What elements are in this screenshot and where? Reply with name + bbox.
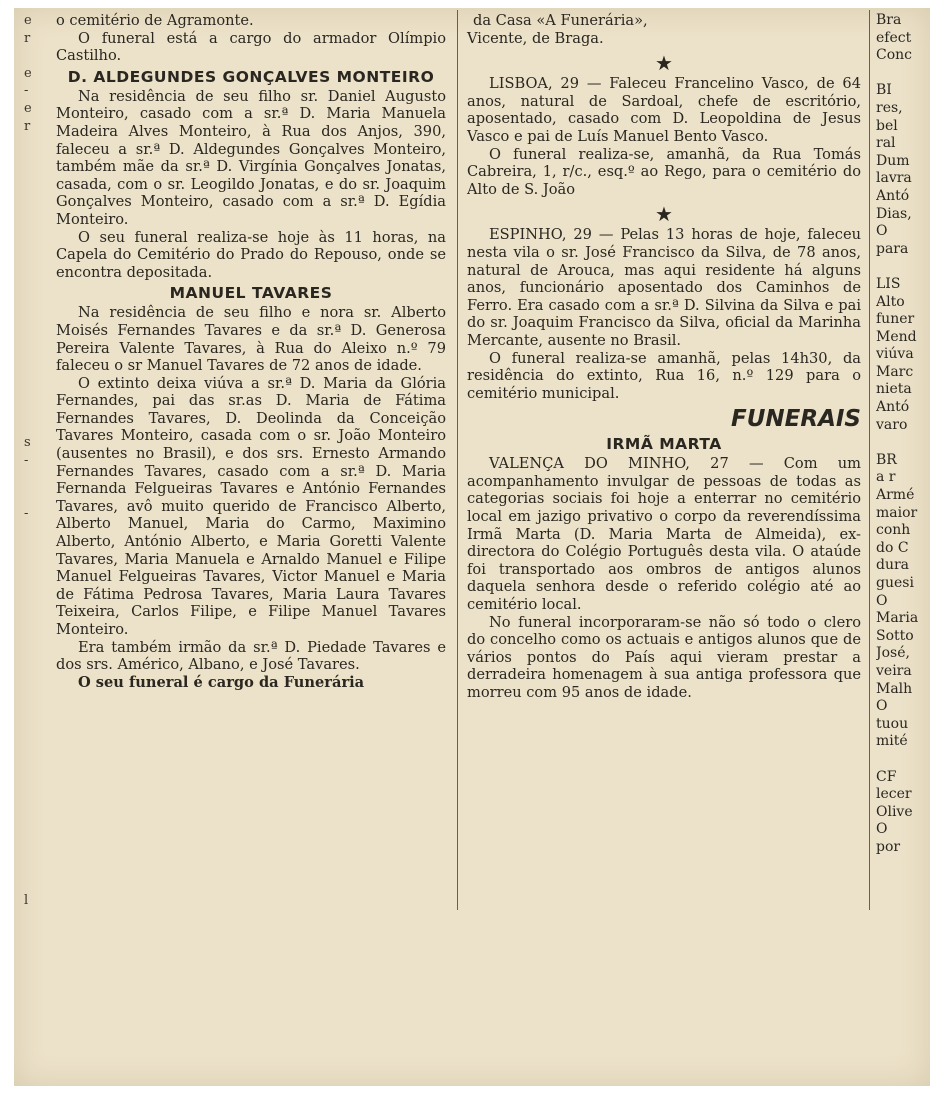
text-fragment: Dias, bbox=[876, 205, 912, 222]
paragraph: O extinto deixa viúva a sr.ª D. Maria da Glória Fernandes, pai das sr.as D. Maria de Fátima Fernandes Tavares, D. Deolinda da Conceição Tavares Monteiro, casada com o sr. João Monteiro (ausentes no Brasil), e dos srs. Ernesto Armando Fernandes Tavares, casado com a sr.ª D. Maria Fernanda Felgueiras Tavares e António Fernandes Tavares, avô muito querido de Francisco Alberto, Alberto Manuel, Maria do Carmo, Maximino Alberto, António Alberto, e Maria Goretti Valente Tavares, Maria Manuela e Arnaldo Manuel e Filipe Manuel Felgueiras Tavares, Victor Manuel e Maria de Fátima Pedrosa Tavares, Maria Laura Tavares Teixeira, Carlos Filipe, e Filipe Manuel Tavares Monteiro. bbox=[56, 374, 446, 638]
text-fragment: lecer bbox=[876, 786, 912, 803]
text-fragment: BR bbox=[876, 451, 897, 468]
edge-mark: - bbox=[24, 83, 29, 99]
edge-mark: r bbox=[24, 30, 31, 46]
edge-mark bbox=[24, 716, 38, 734]
text-fragment bbox=[876, 434, 936, 452]
text-fragment: do C bbox=[876, 539, 909, 556]
obituary-heading: D. ALDEGUNDES GONÇALVES MONTEIRO bbox=[67, 67, 435, 86]
text-fragment: dura bbox=[876, 557, 910, 574]
edge-mark bbox=[24, 276, 38, 294]
paragraph: O seu funeral é cargo da Funerária bbox=[78, 673, 365, 691]
text-fragment: Malh bbox=[876, 680, 913, 697]
edge-mark bbox=[24, 206, 38, 224]
edge-mark: e bbox=[24, 13, 32, 28]
edge-mark bbox=[24, 751, 38, 769]
edge-mark bbox=[24, 575, 38, 593]
text-fragment: Conc bbox=[876, 47, 912, 64]
edge-mark bbox=[24, 821, 38, 839]
text-fragment: Sotto bbox=[876, 627, 914, 644]
text-fragment: O bbox=[876, 698, 888, 715]
text-fragment: O bbox=[876, 592, 888, 609]
paragraph: No funeral incorporaram-se não só todo o clero do concelho como os actuais e antigos alunos que de vários pontos do País aqui vieram prestar a derradeira homenagem à sua antiga professora que morreu com 95 anos de idade. bbox=[467, 613, 861, 701]
text-fragment: Mend bbox=[876, 328, 917, 345]
edge-mark bbox=[24, 733, 38, 751]
edge-mark bbox=[24, 698, 38, 716]
text-fragment: bel bbox=[876, 117, 898, 134]
edge-mark bbox=[24, 417, 38, 435]
edge-mark bbox=[24, 241, 38, 259]
edge-mark: l bbox=[24, 892, 29, 908]
text-fragment: O bbox=[876, 821, 888, 838]
text-fragment bbox=[876, 65, 936, 83]
column-middle bbox=[467, 12, 861, 702]
text-fragment: José, bbox=[876, 645, 910, 662]
star-separator: ★ bbox=[655, 51, 673, 76]
column-rule bbox=[869, 10, 870, 910]
obituary-heading: IRMÃ MARTA bbox=[606, 435, 722, 454]
edge-mark bbox=[24, 258, 38, 276]
text-fragment: efect bbox=[876, 29, 912, 46]
column-rule bbox=[457, 10, 458, 910]
text-fragment: res, bbox=[876, 99, 903, 116]
edge-mark bbox=[24, 804, 38, 822]
text-fragment bbox=[876, 258, 936, 276]
edge-mark bbox=[24, 311, 38, 329]
paragraph: O funeral está a cargo do armador Olímpio Castilho. bbox=[56, 29, 446, 65]
text-line: o cemitério de Agramonte. bbox=[56, 12, 254, 29]
edge-mark bbox=[24, 329, 38, 347]
edge-mark: r bbox=[24, 118, 31, 134]
paragraph: O funeral realiza-se amanhã, pelas 14h30, da residência do extinto, Rua 16, n.º 129 para o cemitério municipal. bbox=[467, 349, 861, 402]
paragraph: O funeral realiza-se, amanhã, da Rua Tomás Cabreira, 1, r/c., esq.º ao Rego, para o cemitério do Alto de S. João bbox=[467, 145, 861, 198]
edge-mark bbox=[24, 223, 38, 241]
text-fragment: O bbox=[876, 223, 888, 240]
text-fragment: Armé bbox=[876, 487, 915, 504]
text-fragment: mité bbox=[876, 733, 908, 750]
edge-mark bbox=[24, 364, 38, 382]
edge-mark bbox=[24, 522, 38, 540]
text-fragment: guesi bbox=[876, 575, 914, 591]
text-fragment: LIS bbox=[876, 275, 901, 292]
paragraph: VALENÇA DO MINHO, 27 — Com um acompanhamento invulgar de pessoas de todas as categorias sociais foi hoje a enterrar no cemitério local em jazigo privativo o corpo da reverendíssima Irmã Marta (D. Maria Marta de Almeida), ex-directora do Colégio Português desta vila. O ataúde foi transportado aos ombros de antigos alunos daquela senhora desde o referido colégio até ao cemitério local. bbox=[467, 455, 861, 614]
text-fragment: veira bbox=[876, 662, 912, 679]
edge-mark: e bbox=[24, 100, 32, 116]
edge-mark bbox=[24, 188, 38, 206]
text-fragment: viúva bbox=[876, 346, 914, 363]
text-fragment: Bra bbox=[876, 12, 902, 28]
paragraph: O seu funeral realiza-se hoje às 11 horas, na Capela do Cemitério do Prado do Repouso, onde se encontra depositada. bbox=[56, 228, 446, 281]
text-fragment: Maria bbox=[876, 610, 919, 627]
edge-mark: - bbox=[24, 505, 29, 521]
edge-mark: s bbox=[24, 435, 31, 451]
edge-mark bbox=[24, 786, 38, 804]
text-fragment: lavra bbox=[876, 170, 912, 187]
edge-mark bbox=[24, 769, 38, 787]
edge-mark bbox=[24, 135, 38, 153]
text-fragment: conh bbox=[876, 522, 911, 539]
edge-mark bbox=[24, 381, 38, 399]
edge-mark bbox=[24, 857, 38, 875]
edge-mark bbox=[24, 610, 38, 628]
paragraph: Na residência de seu filho e nora sr. Alberto Moisés Fernandes Tavares e da sr.ª D. Generosa Pereira Valente Tavares, à Rua do Aleixo n.º 79 faleceu o sr Manuel Tavares de 72 anos de idade. bbox=[56, 304, 446, 375]
paragraph: Era também irmão da sr.ª D. Piedade Tavares e dos srs. Américo, Albano, e José Tavares. bbox=[56, 638, 446, 674]
text-fragment: a r bbox=[876, 469, 896, 486]
text-fragment: por bbox=[876, 838, 901, 855]
edge-mark bbox=[24, 153, 38, 171]
text-line: Vicente, de Braga. bbox=[467, 29, 604, 47]
paragraph: LISBOA, 29 — Faleceu Francelino Vasco, de 64 anos, natural de Sardoal, chefe de escritório, aposentado, casado com D. Leopoldina de Jesus Vasco e pai de Luís Manuel Bento Vasco. bbox=[467, 75, 861, 145]
left-edge-fragments bbox=[24, 12, 38, 909]
column-right-fragments bbox=[876, 12, 936, 857]
text-fragment: Olive bbox=[876, 803, 913, 820]
edge-mark bbox=[24, 294, 38, 312]
edge-mark bbox=[24, 47, 38, 65]
edge-mark bbox=[24, 487, 38, 505]
section-heading: FUNERAIS bbox=[731, 406, 861, 433]
text-fragment: nieta bbox=[876, 381, 912, 398]
text-fragment: Dum bbox=[876, 152, 910, 169]
edge-mark: - bbox=[24, 452, 29, 468]
column-left bbox=[56, 12, 446, 691]
edge-mark bbox=[24, 540, 38, 558]
text-fragment: CF bbox=[876, 768, 897, 785]
text-fragment: varo bbox=[876, 416, 908, 433]
text-line: da Casa «A Funerária», bbox=[473, 12, 648, 29]
edge-mark bbox=[24, 346, 38, 364]
edge-mark bbox=[24, 681, 38, 699]
edge-mark bbox=[24, 628, 38, 646]
paragraph: Na residência de seu filho sr. Daniel Augusto Monteiro, casado com a sr.ª D. Maria Manuela Madeira Alves Monteiro, à Rua dos Anjos, 390, faleceu a sr.ª D. Aldegundes Gonçalves Monteiro, também mãe da sr.ª D. Virgínia Gonçalves Jonatas, casada, com o sr. Leogildo Jonatas, e do sr. Joaquim Gonçalves Monteiro, casado com a sr.ª D. Egídia Monteiro. bbox=[56, 87, 446, 228]
text-fragment: BI bbox=[876, 82, 892, 99]
text-fragment: Marc bbox=[876, 363, 914, 380]
text-fragment: Antó bbox=[876, 399, 910, 416]
edge-mark bbox=[24, 557, 38, 575]
text-fragment: para bbox=[876, 240, 909, 257]
text-fragment: tuou bbox=[876, 715, 909, 732]
text-fragment: Antó bbox=[876, 187, 910, 204]
text-fragment: ral bbox=[876, 135, 896, 152]
edge-mark bbox=[24, 593, 38, 611]
edge-mark bbox=[24, 839, 38, 857]
text-fragment: maior bbox=[876, 504, 918, 521]
edge-mark bbox=[24, 469, 38, 487]
edge-mark bbox=[24, 399, 38, 417]
obituary-heading: MANUEL TAVARES bbox=[169, 284, 333, 303]
text-fragment: funer bbox=[876, 311, 915, 328]
edge-mark bbox=[24, 170, 38, 188]
edge-mark bbox=[24, 645, 38, 663]
star-separator: ★ bbox=[655, 202, 673, 227]
text-fragment: Alto bbox=[876, 293, 905, 310]
edge-mark: e bbox=[24, 65, 32, 81]
text-fragment bbox=[876, 751, 936, 769]
edge-mark bbox=[24, 663, 38, 681]
paragraph: ESPINHO, 29 — Pelas 13 horas de hoje, faleceu nesta vila o sr. José Francisco da Silva, de 78 anos, natural de Arouca, mas aqui residente há alguns anos, funcionário aposentado dos Caminhos de Ferro. Era casado com a sr.ª D. Silvina da Silva e pai do sr. Joaquim Francisco da Silva, oficial da Marinha Mercante, ausente no Brasil. bbox=[467, 226, 861, 349]
edge-mark bbox=[24, 874, 38, 892]
